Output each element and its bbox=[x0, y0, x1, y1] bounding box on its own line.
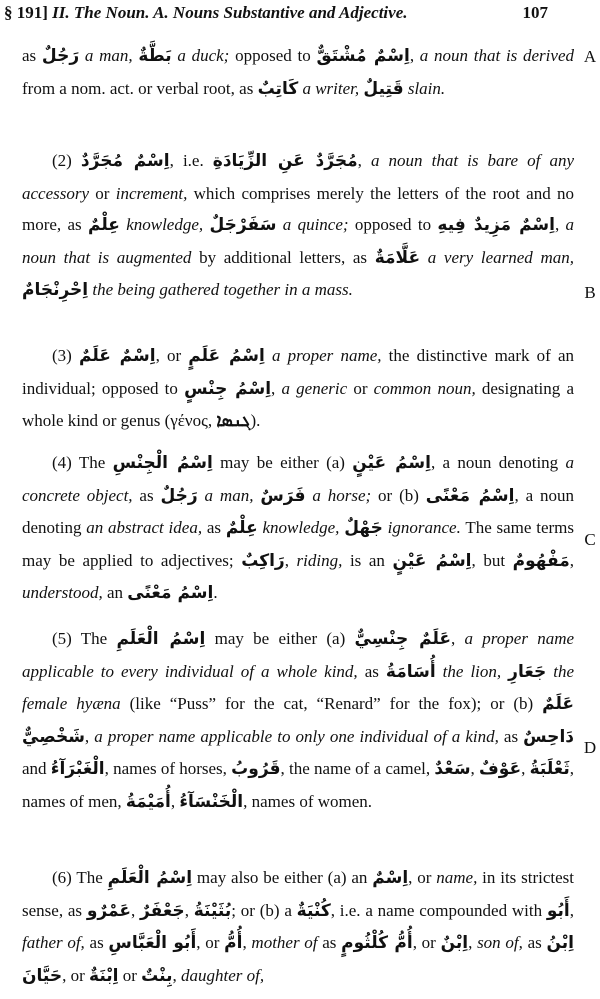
text-run: , bbox=[284, 550, 297, 570]
italic-text: daughter of, bbox=[180, 965, 265, 985]
text-run: as bbox=[317, 933, 342, 953]
italic-text: son of, bbox=[477, 933, 523, 953]
text-run: , bbox=[521, 759, 530, 779]
text-run: , bbox=[409, 46, 420, 65]
text-run: may be either (a) bbox=[212, 453, 353, 472]
text-run: by additional letters, as bbox=[191, 247, 375, 267]
text-run: , the name of a camel, bbox=[280, 759, 435, 779]
text-run: , bbox=[184, 900, 194, 920]
text-run: may also be either (a) an bbox=[192, 868, 373, 887]
italic-text: a horse; bbox=[305, 485, 372, 505]
arabic-term: قَتِيلٌ bbox=[363, 78, 404, 99]
arabic-term: سَفَرْجَلٌ bbox=[209, 215, 277, 236]
italic-text: the female hyæna bbox=[22, 661, 574, 714]
paragraph-3 bbox=[22, 340, 574, 438]
text-run: , bbox=[451, 629, 465, 648]
text-run: or (b) bbox=[371, 485, 426, 505]
chapter-title: II. The Noun. A. Nouns Substantive and Adjective. bbox=[52, 3, 408, 22]
italic-text: an abstract idea, bbox=[86, 518, 203, 538]
italic-text: a concrete object, bbox=[22, 453, 574, 505]
arabic-term: بُثَيْنَةُ bbox=[193, 900, 232, 921]
text-run: opposed to bbox=[229, 46, 317, 65]
arabic-term: دَاحِسٌ bbox=[523, 726, 574, 747]
arabic-term: الْغَبْرَآءُ bbox=[50, 759, 105, 780]
paragraph-6 bbox=[22, 862, 574, 992]
arabic-term: جَعَارِ bbox=[508, 661, 547, 682]
text-run: , bbox=[84, 726, 95, 746]
arabic-term: عَمْرٌو bbox=[86, 900, 131, 921]
text-run: , or bbox=[408, 868, 437, 887]
arabic-term: أُمُّ bbox=[224, 933, 243, 954]
text-run: , or bbox=[155, 346, 189, 365]
italic-text: father of, bbox=[22, 933, 85, 953]
arabic-term: ܓܢܣܐ bbox=[216, 411, 251, 432]
italic-text: a man, bbox=[197, 485, 261, 505]
italic-text: a man, bbox=[79, 46, 139, 65]
arabic-term: قَرُوبُ bbox=[231, 759, 281, 780]
italic-text: a proper name applicable to every individual of a whole kind, bbox=[22, 629, 575, 681]
text-run: , bbox=[468, 933, 478, 953]
text-run: , or bbox=[412, 933, 441, 953]
page-number: 107 bbox=[522, 3, 548, 22]
italic-text: a writer, bbox=[298, 78, 364, 98]
arabic-term: كَاتِبٌ bbox=[257, 78, 299, 99]
arabic-term: أَبُو الْعَبَّاسِ bbox=[108, 933, 197, 954]
text-run: as bbox=[498, 726, 524, 746]
running-header bbox=[4, 2, 548, 24]
arabic-term: عَلَّامَةٌ bbox=[374, 247, 421, 268]
text-run: as bbox=[22, 46, 42, 65]
arabic-term: اِسْمُ الْجِنْسِ bbox=[112, 453, 213, 473]
text-run: , bbox=[242, 933, 252, 953]
italic-text: increment, bbox=[115, 183, 188, 203]
arabic-term: كُنْيَةٌ bbox=[296, 900, 331, 921]
text-run: , bbox=[130, 900, 141, 920]
text-run: or bbox=[347, 378, 374, 398]
arabic-term: فَرَسٌ bbox=[260, 485, 306, 506]
italic-text: name, bbox=[436, 868, 478, 887]
italic-text: knowledge, bbox=[257, 518, 345, 538]
italic-text: a quince; bbox=[276, 215, 349, 235]
paragraph-1 bbox=[22, 40, 574, 105]
italic-text: a very learned man, bbox=[420, 247, 574, 267]
arabic-term: بِنْتٌ bbox=[141, 965, 173, 986]
text-run: and bbox=[22, 759, 51, 779]
text-run: , but bbox=[471, 550, 513, 570]
arabic-term: رَجُلٌ bbox=[160, 485, 198, 506]
text-run: , names of women. bbox=[243, 791, 373, 811]
text-run: the distinctive mark of an individual; opposed to bbox=[22, 346, 574, 398]
italic-text: a duck; bbox=[171, 46, 230, 65]
italic-text: a noun that is augmented bbox=[22, 215, 575, 267]
arabic-term: رَاكِبٌ bbox=[241, 550, 285, 571]
text-run: an bbox=[102, 583, 128, 603]
arabic-term: اِسْمُ عَلَمٍ bbox=[188, 346, 265, 366]
text-run: , bbox=[569, 900, 575, 920]
margin-letter-b: B bbox=[584, 283, 596, 302]
arabic-term: سَعْدٌ bbox=[434, 759, 471, 780]
arabic-term: اِبْنُ حَيَّانَ bbox=[22, 933, 574, 986]
text-run: , bbox=[170, 791, 180, 811]
italic-text: a noun that is bare of any accessory bbox=[22, 151, 574, 203]
arabic-term: رَجُلٌ bbox=[41, 46, 80, 66]
arabic-term: جَعْفَرٌ bbox=[140, 900, 185, 921]
text-run: , names of horses, bbox=[104, 759, 232, 779]
text-run: opposed to bbox=[348, 215, 438, 235]
arabic-term: ثَعْلَبَةُ bbox=[529, 759, 570, 780]
arabic-term: أُمُّ كُلْثُومٍ bbox=[341, 933, 413, 954]
margin-letter-c: C bbox=[584, 530, 596, 549]
text-run: (2) bbox=[52, 151, 81, 170]
text-run: , bbox=[357, 151, 371, 170]
arabic-term: الْخَنْسَآءُ bbox=[179, 791, 244, 812]
text-run: The same terms may be applied to adjectives; bbox=[22, 518, 574, 570]
arabic-term: أُسَامَةُ bbox=[385, 661, 436, 682]
text-run: . bbox=[213, 583, 218, 603]
arabic-term: اِسْمٌ عَلَمٌ bbox=[78, 346, 156, 366]
text-run: as bbox=[202, 518, 226, 538]
text-run: , a noun denoting bbox=[22, 485, 574, 538]
arabic-term: اِسْمٌ bbox=[372, 868, 409, 888]
arabic-term: اِبْنَةٌ bbox=[89, 965, 119, 986]
text-run: which comprises merely the letters of the root and no more, as bbox=[22, 183, 574, 235]
arabic-term: مُجَرَّدٌ عَنِ الزِّيَادَةِ bbox=[212, 151, 358, 171]
italic-text: knowledge, bbox=[119, 215, 210, 235]
arabic-term: جَهْلٌ bbox=[344, 518, 383, 539]
text-run: or bbox=[118, 965, 142, 985]
arabic-term: اِسْمُ مَعْنًى bbox=[425, 485, 515, 506]
text-run: , bbox=[569, 550, 575, 570]
arabic-term: اِسْمٌ مُجَرَّدٌ bbox=[80, 151, 170, 171]
italic-text: common noun, bbox=[373, 378, 476, 398]
text-run: ; or (b) a bbox=[231, 900, 297, 920]
text-run: (5) The bbox=[52, 629, 117, 648]
italic-text: understood, bbox=[22, 583, 103, 603]
text-run: , a noun denoting bbox=[430, 453, 566, 472]
arabic-term: مَفْهُومٌ bbox=[512, 550, 570, 571]
margin-letter-d: D bbox=[583, 738, 597, 757]
arabic-term: اِسْمٌ مَزِيدٌ فِيهِ bbox=[437, 215, 555, 236]
text-run: ). bbox=[250, 411, 261, 431]
arabic-term: عَلَمٌ جِنْسِيٌّ bbox=[354, 629, 452, 649]
arabic-term: اِسْمُ جِنْسٍ bbox=[184, 378, 272, 399]
arabic-term: عَوْفٌ bbox=[479, 759, 522, 780]
text-run: (4) The bbox=[52, 453, 113, 472]
text-run: from a nom. act. or verbal root, as bbox=[22, 78, 258, 98]
arabic-term: عِلْمٌ bbox=[87, 215, 120, 236]
arabic-term: اِسْمٌ مُشْتَقٌّ bbox=[316, 46, 410, 66]
text-run: , or bbox=[62, 965, 90, 985]
text-run: , i.e. bbox=[169, 151, 213, 170]
arabic-term: اِسْمُ مَعْنًى bbox=[127, 583, 214, 604]
arabic-term: عَلَمٌ شَخْصِيٌّ bbox=[22, 694, 575, 747]
italic-text: a generic bbox=[281, 378, 348, 398]
text-run: or bbox=[89, 183, 116, 203]
text-run: , i.e. a name compounded with bbox=[330, 900, 547, 920]
text-run: , bbox=[470, 759, 480, 779]
italic-text: riding, bbox=[296, 550, 343, 570]
text-run: , bbox=[172, 965, 181, 985]
text-run: as bbox=[84, 933, 109, 953]
text-run: , names of men, bbox=[22, 759, 574, 811]
arabic-term: اِسْمُ الْعَلَمِ bbox=[116, 629, 206, 649]
text-run: (6) The bbox=[52, 868, 108, 887]
italic-text: a noun that is derived bbox=[419, 46, 574, 65]
text-run: is an bbox=[342, 550, 393, 570]
text-run: , bbox=[554, 215, 566, 235]
text-run: as bbox=[132, 485, 161, 505]
paragraph-2 bbox=[22, 145, 574, 307]
text-run: , bbox=[271, 378, 282, 398]
arabic-term: أَبُو bbox=[546, 900, 570, 921]
italic-text: a proper name applicable to only one individual of a kind, bbox=[94, 726, 499, 746]
italic-text: the lion, bbox=[435, 661, 509, 681]
arabic-term: اِسْمُ الْعَلَمِ bbox=[107, 868, 193, 888]
italic-text: the being gathered together in a mass. bbox=[88, 280, 353, 300]
text-run: as bbox=[522, 933, 547, 953]
italic-text: slain. bbox=[403, 78, 446, 98]
text-run: may be either (a) bbox=[205, 629, 355, 648]
arabic-term: اِبْنٌ bbox=[440, 933, 469, 954]
paragraph-4 bbox=[22, 447, 574, 610]
text-run: (3) bbox=[52, 346, 79, 365]
section-ref: § 191] bbox=[4, 3, 48, 22]
text-run: (like “Puss” for the cat, “Renard” for the fox); or (b) bbox=[120, 694, 543, 714]
italic-text: a proper name, bbox=[264, 346, 382, 365]
text-run: designating a whole kind or genus (γένος, bbox=[22, 378, 574, 431]
text-run: as bbox=[357, 661, 386, 681]
italic-text: mother of bbox=[251, 933, 318, 953]
arabic-term: أُمَيْمَةُ bbox=[125, 791, 171, 812]
arabic-term: اِسْمُ عَيْنٍ bbox=[392, 550, 472, 571]
arabic-term: بَطَّةٌ bbox=[138, 46, 172, 66]
arabic-term: اِسْمُ عَيْنٍ bbox=[352, 453, 431, 473]
text-run: , or bbox=[196, 933, 225, 953]
arabic-term: اِحْرِنْجَامٌ bbox=[22, 280, 89, 301]
italic-text: ignorance. bbox=[382, 518, 461, 538]
arabic-term: عِلْمٌ bbox=[225, 518, 258, 539]
text-run: in its strictest sense, as bbox=[22, 868, 574, 920]
paragraph-5 bbox=[22, 623, 574, 819]
margin-letter-a: A bbox=[583, 47, 597, 66]
